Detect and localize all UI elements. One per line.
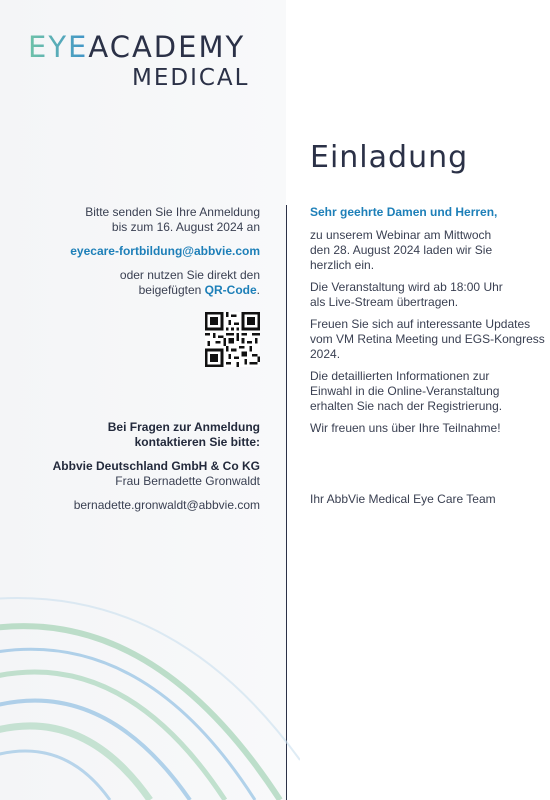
registration-column — [20, 205, 260, 513]
questions-line-2: kontaktieren Sie bitte: — [134, 435, 260, 449]
contact-name: Frau Bernadette Gronwaldt — [115, 474, 260, 488]
registration-email-link[interactable]: eyecare-fortbildung@abbvie.com — [70, 244, 260, 258]
logo-academy-text: ACADEMY — [88, 30, 246, 64]
signoff: Ihr AbbVie Medical Eye Care Team — [310, 492, 496, 506]
send-line-2: bis zum 16. August 2024 an — [111, 220, 260, 234]
or-line-2-suffix: . — [256, 283, 260, 297]
or-line-2 — [20, 283, 260, 298]
para5: Wir freuen uns über Ihre Teilnahme! — [310, 421, 501, 435]
para1-line2: den 28. August 2024 laden wir Sie — [310, 243, 493, 257]
logo-medical-text: MEDICAL — [132, 65, 250, 91]
para4-line3: erhalten Sie nach der Registrierung. — [310, 399, 503, 413]
contact-email-link[interactable]: bernadette.gronwaldt@abbvie.com — [73, 498, 260, 512]
para1-line3: herzlich ein. — [310, 258, 375, 272]
send-line-1: Bitte senden Sie Ihre Anmeldung — [85, 205, 260, 219]
invitation-column — [310, 205, 550, 507]
eye-academy-logo — [28, 30, 268, 92]
or-line-2-prefix: beigefügten — [138, 283, 205, 297]
para2-line2: als Live-Stream übertragen. — [310, 295, 459, 309]
para1-line1: zu unserem Webinar am Mittwoch — [310, 228, 492, 242]
logo-eye-text: EYE — [28, 30, 89, 64]
para3-line2: vom VM Retina Meeting und EGS-Kongress — [310, 332, 545, 346]
company-name: Abbvie Deutschland GmbH & Co KG — [52, 459, 260, 473]
para3-line3: 2024. — [310, 347, 341, 361]
para2-line1: Die Veranstaltung wird ab 18:00 Uhr — [310, 280, 503, 294]
para4-line1: Die detaillierten Informationen zur — [310, 369, 490, 383]
swoosh-decoration — [0, 560, 300, 800]
qr-code-link[interactable]: QR-Code — [204, 283, 257, 297]
para3-line1: Freuen Sie sich auf interessante Updates — [310, 317, 531, 331]
or-line-1: oder nutzen Sie direkt den — [119, 268, 260, 282]
page-title: Einladung — [310, 140, 469, 175]
para4-line2: Einwahl in die Online-Veranstaltung — [310, 384, 500, 398]
qr-code-icon[interactable] — [205, 312, 260, 367]
greeting: Sehr geehrte Damen und Herren, — [310, 205, 498, 219]
questions-line-1: Bei Fragen zur Anmeldung — [107, 420, 260, 434]
